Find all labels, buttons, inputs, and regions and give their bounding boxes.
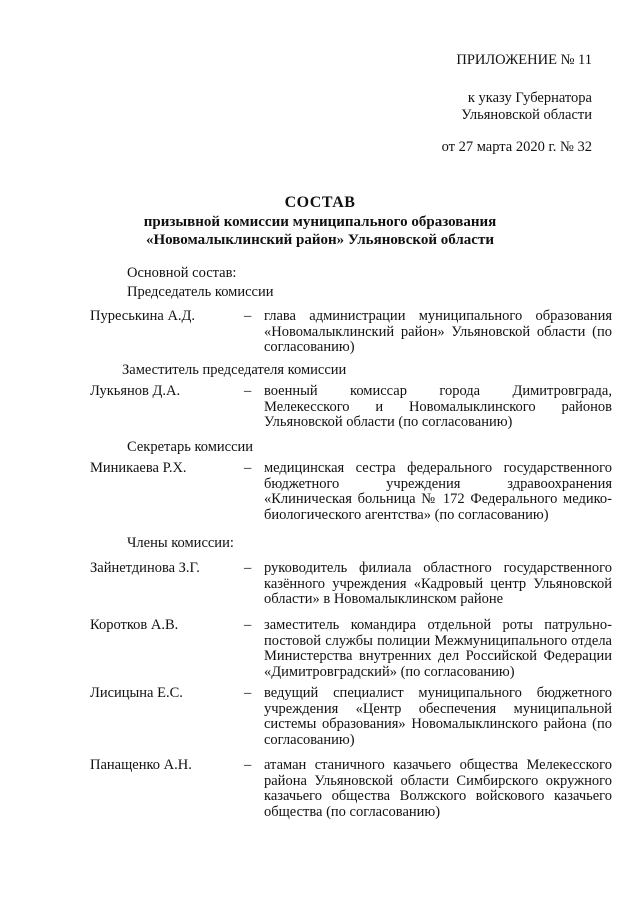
document-subtitle-line-1: призывной комиссии муниципального образования <box>143 214 497 230</box>
dash-separator: – <box>244 560 252 576</box>
member-name: Миникаева Р.Х. <box>90 460 187 476</box>
section-secretary: Секретарь комиссии <box>127 439 254 455</box>
dash-separator: – <box>244 617 252 633</box>
member-name: Коротков А.В. <box>90 617 179 633</box>
dash-separator: – <box>244 460 252 476</box>
decree-line-2: Ульяновской области <box>461 107 592 123</box>
section-chairman: Председатель комиссии <box>127 284 274 300</box>
member-position: атаман станичного казачьего общества Мелекесского района Ульяновской области Симбирского окружного казачьего общества Волжского войскового казачьего общества (по согласованию) <box>264 757 612 820</box>
member-position: заместитель командира отдельной роты патрульно-постовой службы полиции Межмуниципального отдела Министерства внутренних дел Российской Федерации «Димитровградский» (по согласованию) <box>264 617 612 680</box>
decree-reference <box>461 90 592 124</box>
member-name: Лисицына Е.С. <box>90 685 183 701</box>
dash-separator: – <box>244 685 252 701</box>
section-deputy: Заместитель председателя комиссии <box>122 362 347 378</box>
decree-date: от 27 марта 2020 г. № 32 <box>441 139 592 155</box>
section-members: Члены комиссии: <box>127 535 234 551</box>
member-position: медицинская сестра федерального государственного бюджетного учреждения здравоохранения «Клиническая больница № 172 Федерального медико-биологического агентства» (по согласованию) <box>264 460 612 523</box>
document-subtitle-line-2: «Новомалыклинский район» Ульяновской области <box>146 232 494 248</box>
decree-line-1: к указу Губернатора <box>467 90 592 106</box>
document-title: СОСТАВ <box>284 194 356 211</box>
member-name: Зайнетдинова З.Г. <box>90 560 200 576</box>
appendix-number: ПРИЛОЖЕНИЕ № 11 <box>456 52 592 68</box>
member-position: руководитель филиала областного государственного казённого учреждения «Кадровый центр Ульяновской области» в Новомалыклинском районе <box>264 560 612 608</box>
dash-separator: – <box>244 308 252 324</box>
dash-separator: – <box>244 383 252 399</box>
section-main-composition: Основной состав: <box>127 265 237 281</box>
member-name: Пуреськина А.Д. <box>90 308 196 324</box>
dash-separator: – <box>244 757 252 773</box>
member-position: глава администрации муниципального образования «Новомалыклинский район» Ульяновской области (по согласованию) <box>264 308 612 356</box>
member-position: ведущий специалист муниципального бюджетного учреждения «Центр обеспечения муниципальной системы образования» Новомалыклинского района (по согласованию) <box>264 685 612 748</box>
member-name: Панащенко А.Н. <box>90 757 192 773</box>
member-name: Лукьянов Д.А. <box>90 383 181 399</box>
member-position: военный комиссар города Димитровграда, Мелекесского и Новомалыклинского районов Ульяновской области (по согласованию) <box>264 383 612 431</box>
